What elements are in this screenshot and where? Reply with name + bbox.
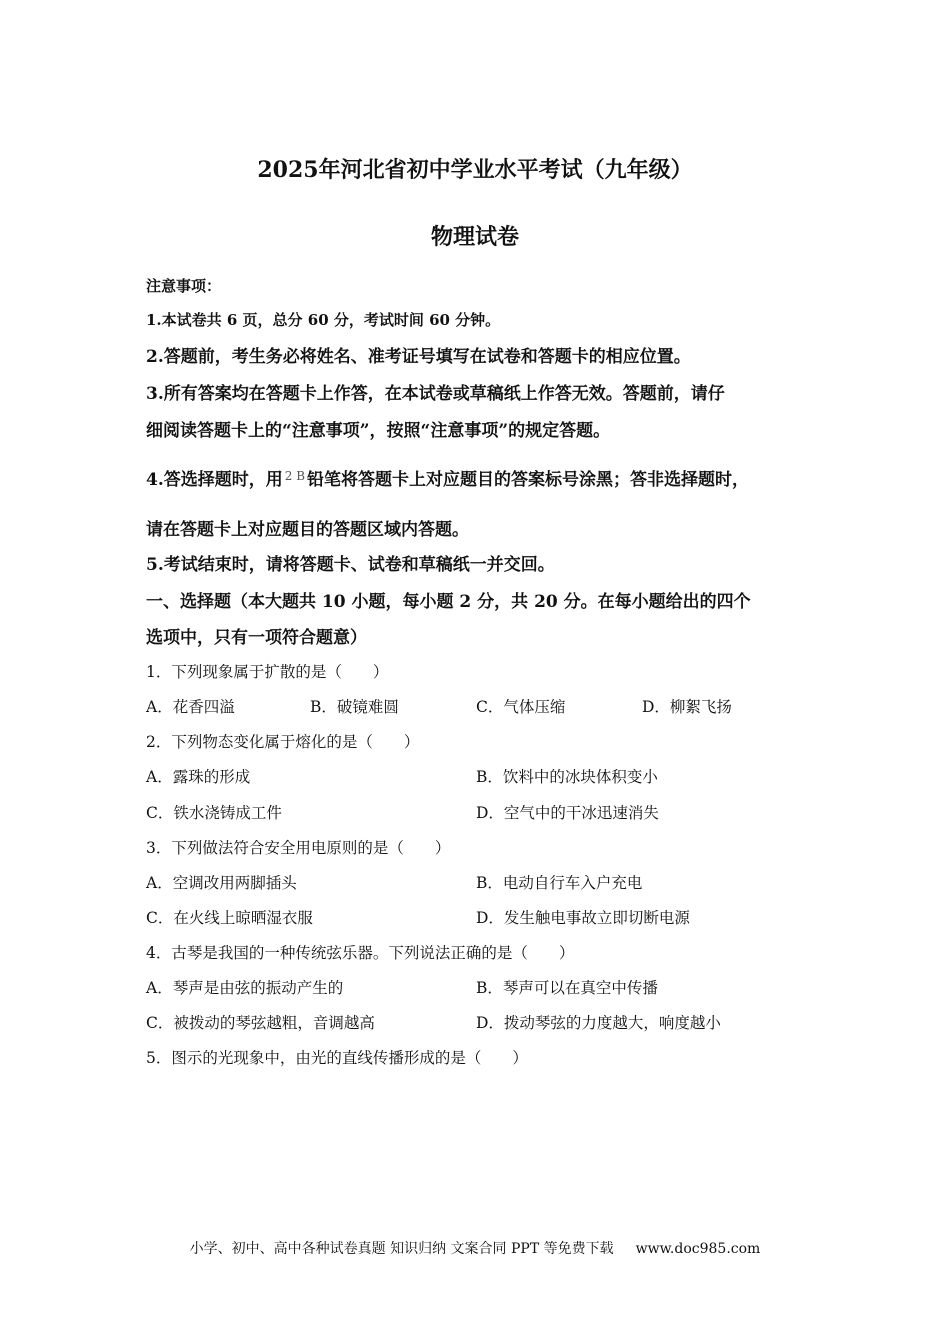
notice-item-3-line-2: 细阅读答题卡上的“注意事项”，按照“注意事项”的规定答题。 [146,421,611,441]
question-4-option-d: D．拨动琴弦的力度越大，响度越小 [476,1014,721,1032]
exam-subtitle: 物理试卷 [430,224,519,250]
notice-item-4-pre: 4.答选择题时，用 [146,470,283,490]
exam-title: 2025年河北省初中学业水平考试（九年级） [257,157,693,183]
question-1-option-d: D．柳絮飞扬 [642,698,732,716]
question-4-option-c: C．被拨动的琴弦越粗，音调越高 [146,1014,375,1032]
notice-item-4-line-1 [146,465,749,490]
pencil-grade: 2 B [284,469,306,483]
section-1-heading-line-2: 选项中，只有一项符合题意） [146,628,367,648]
question-2-option-d: D．空气中的干冰迅速消失 [476,804,659,822]
section-1-heading-line-1: 一、选择题（本大题共 10 小题，每小题 2 分，共 20 分。在每小题给出的四个 [146,592,751,612]
question-2-option-a: A．露珠的形成 [146,768,251,786]
question-2-stem: 2．下列物态变化属于熔化的是（ ） [146,733,420,751]
question-5-stem: 5．图示的光现象中，由光的直线传播形成的是（ ） [146,1049,528,1067]
notice-item-4-post: 铅笔将答题卡上对应题目的答案标号涂黑；答非选择题时， [307,470,750,490]
question-3-stem: 3．下列做法符合安全用电原则的是（ ） [146,839,451,857]
footer-link[interactable]: www.doc985.com [635,1241,761,1257]
question-1-stem: 1．下列现象属于扩散的是（ ） [146,663,389,681]
question-3-option-d: D．发生触电事故立即切断电源 [476,909,690,927]
notice-item-2: 2.答题前，考生务必将姓名、准考证号填写在试卷和答题卡的相应位置。 [146,347,691,367]
notice-item-5: 5.考试结束时，请将答题卡、试卷和草稿纸一并交回。 [146,555,555,575]
question-3-option-b: B．电动自行车入户充电 [476,874,643,892]
question-3-option-a: A．空调改用两脚插头 [146,874,297,892]
page-footer [0,1238,950,1258]
footer-text: 小学、初中、高中各种试卷真题 知识归纳 文案合同 PPT 等免费下载 [189,1241,614,1257]
question-2-option-b: B．饮料中的冰块体积变小 [476,768,658,786]
question-1-option-a: A．花香四溢 [146,698,235,716]
notice-item-3-line-1: 3.所有答案均在答题卡上作答，在本试卷或草稿纸上作答无效。答题前，请仔 [146,384,725,404]
question-1-option-b: B．破镜难圆 [310,698,399,716]
question-1-option-c: C．气体压缩 [476,698,566,716]
question-4-option-a: A．琴声是由弦的振动产生的 [146,979,344,997]
notice-item-1: 1.本试卷共 6 页，总分 60 分，考试时间 60 分钟。 [146,311,501,329]
notice-heading: 注意事项： [146,277,222,295]
question-4-stem: 4．古琴是我国的一种传统弦乐器。下列说法正确的是（ ） [146,944,575,962]
question-2-option-c: C．铁水浇铸成工件 [146,804,282,822]
question-4-option-b: B．琴声可以在真空中传播 [476,979,658,997]
question-3-option-c: C．在火线上晾晒湿衣服 [146,909,313,927]
notice-item-4-line-2: 请在答题卡上对应题目的答题区域内答题。 [146,520,469,540]
